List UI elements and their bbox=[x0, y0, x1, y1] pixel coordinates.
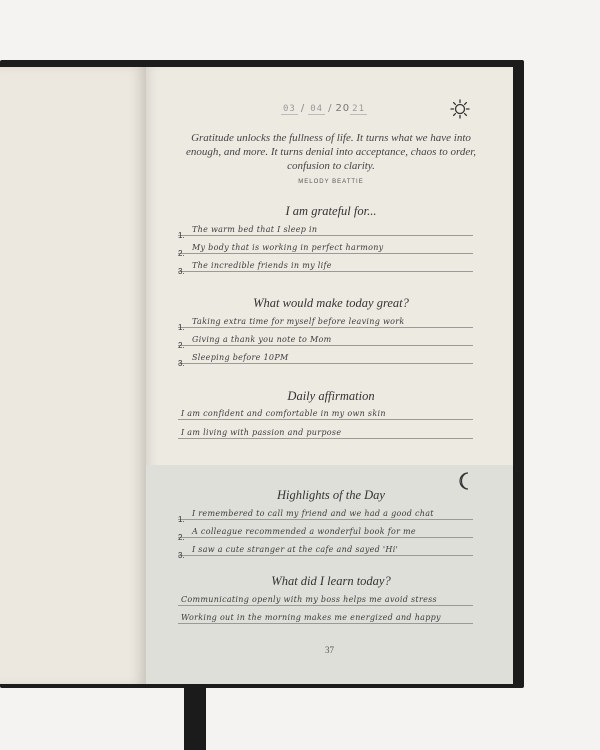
page-number: 37 bbox=[325, 645, 334, 655]
quote-text: Gratitude unlocks the fullness of life. It turns what we have into enough, and more. It turns denial into acceptance, chaos to order, confusion to clarity. bbox=[185, 132, 477, 172]
handwritten-entry: Giving a thank you note to Mom bbox=[192, 335, 332, 344]
handwritten-entry: Communicating openly with my boss helps me avoid stress bbox=[181, 595, 437, 604]
date-field: 03 / 04 / 20 21 bbox=[283, 103, 366, 114]
item-number: 1. bbox=[178, 323, 185, 332]
handwritten-entry: The incredible friends in my life bbox=[192, 261, 332, 270]
handwritten-entry: I am living with passion and purpose bbox=[181, 428, 342, 437]
sun-icon bbox=[450, 99, 470, 119]
great-line-1[interactable] bbox=[178, 309, 473, 332]
highlights-heading: Highlights of the Day bbox=[277, 488, 385, 502]
learn-heading: What did I learn today? bbox=[271, 574, 391, 588]
great-line-3[interactable] bbox=[178, 345, 473, 368]
learn-line-2[interactable] bbox=[178, 605, 473, 624]
affirmation-line-2[interactable] bbox=[178, 420, 473, 439]
handwritten-entry: Sleeping before 10PM bbox=[192, 353, 289, 362]
date-year-suffix: 21 bbox=[352, 104, 366, 114]
affirmation-heading: Daily affirmation bbox=[287, 389, 375, 403]
left-page bbox=[0, 67, 146, 684]
handwritten-entry: Taking extra time for myself before leaving work bbox=[192, 317, 405, 326]
quote-author: MELODY BEATTIE bbox=[298, 179, 364, 185]
item-number: 3. bbox=[178, 359, 185, 368]
item-number: 3. bbox=[178, 551, 185, 560]
handwritten-entry: The warm bed that I sleep in bbox=[192, 225, 318, 234]
bookmark-ribbon bbox=[184, 684, 206, 750]
item-number: 2. bbox=[178, 249, 185, 258]
highlights-line-1[interactable] bbox=[178, 501, 473, 524]
handwritten-entry: I am confident and comfortable in my own skin bbox=[181, 409, 386, 418]
item-number: 2. bbox=[178, 341, 185, 350]
highlights-line-2[interactable] bbox=[178, 519, 473, 542]
handwritten-entry: A colleague recommended a wonderful book for me bbox=[192, 527, 416, 536]
handwritten-entry: Working out in the morning makes me energized and happy bbox=[181, 613, 441, 622]
handwritten-entry: I saw a cute stranger at the cafe and sayed 'Hi' bbox=[192, 545, 399, 554]
highlights-line-3[interactable] bbox=[178, 537, 473, 560]
grateful-line-1[interactable] bbox=[178, 217, 473, 240]
grateful-line-3[interactable] bbox=[178, 253, 473, 276]
grateful-line-2[interactable] bbox=[178, 235, 473, 258]
item-number: 1. bbox=[178, 515, 185, 524]
item-number: 1. bbox=[178, 231, 185, 240]
date-year-prefix: 20 bbox=[335, 103, 351, 114]
item-number: 3. bbox=[178, 267, 185, 276]
handwritten-entry: My body that is working in perfect harmony bbox=[192, 243, 384, 252]
handwritten-entry: I remembered to call my friend and we had a good chat bbox=[192, 509, 434, 518]
right-page bbox=[146, 67, 513, 684]
great-heading: What would make today great? bbox=[253, 296, 409, 310]
date-month: 03 bbox=[283, 104, 296, 114]
date-day: 04 bbox=[310, 104, 324, 114]
great-line-2[interactable] bbox=[178, 327, 473, 350]
item-number: 2. bbox=[178, 533, 185, 542]
grateful-heading: I am grateful for... bbox=[285, 204, 377, 218]
affirmation-line-1[interactable] bbox=[178, 401, 473, 420]
learn-line-1[interactable] bbox=[178, 587, 473, 606]
